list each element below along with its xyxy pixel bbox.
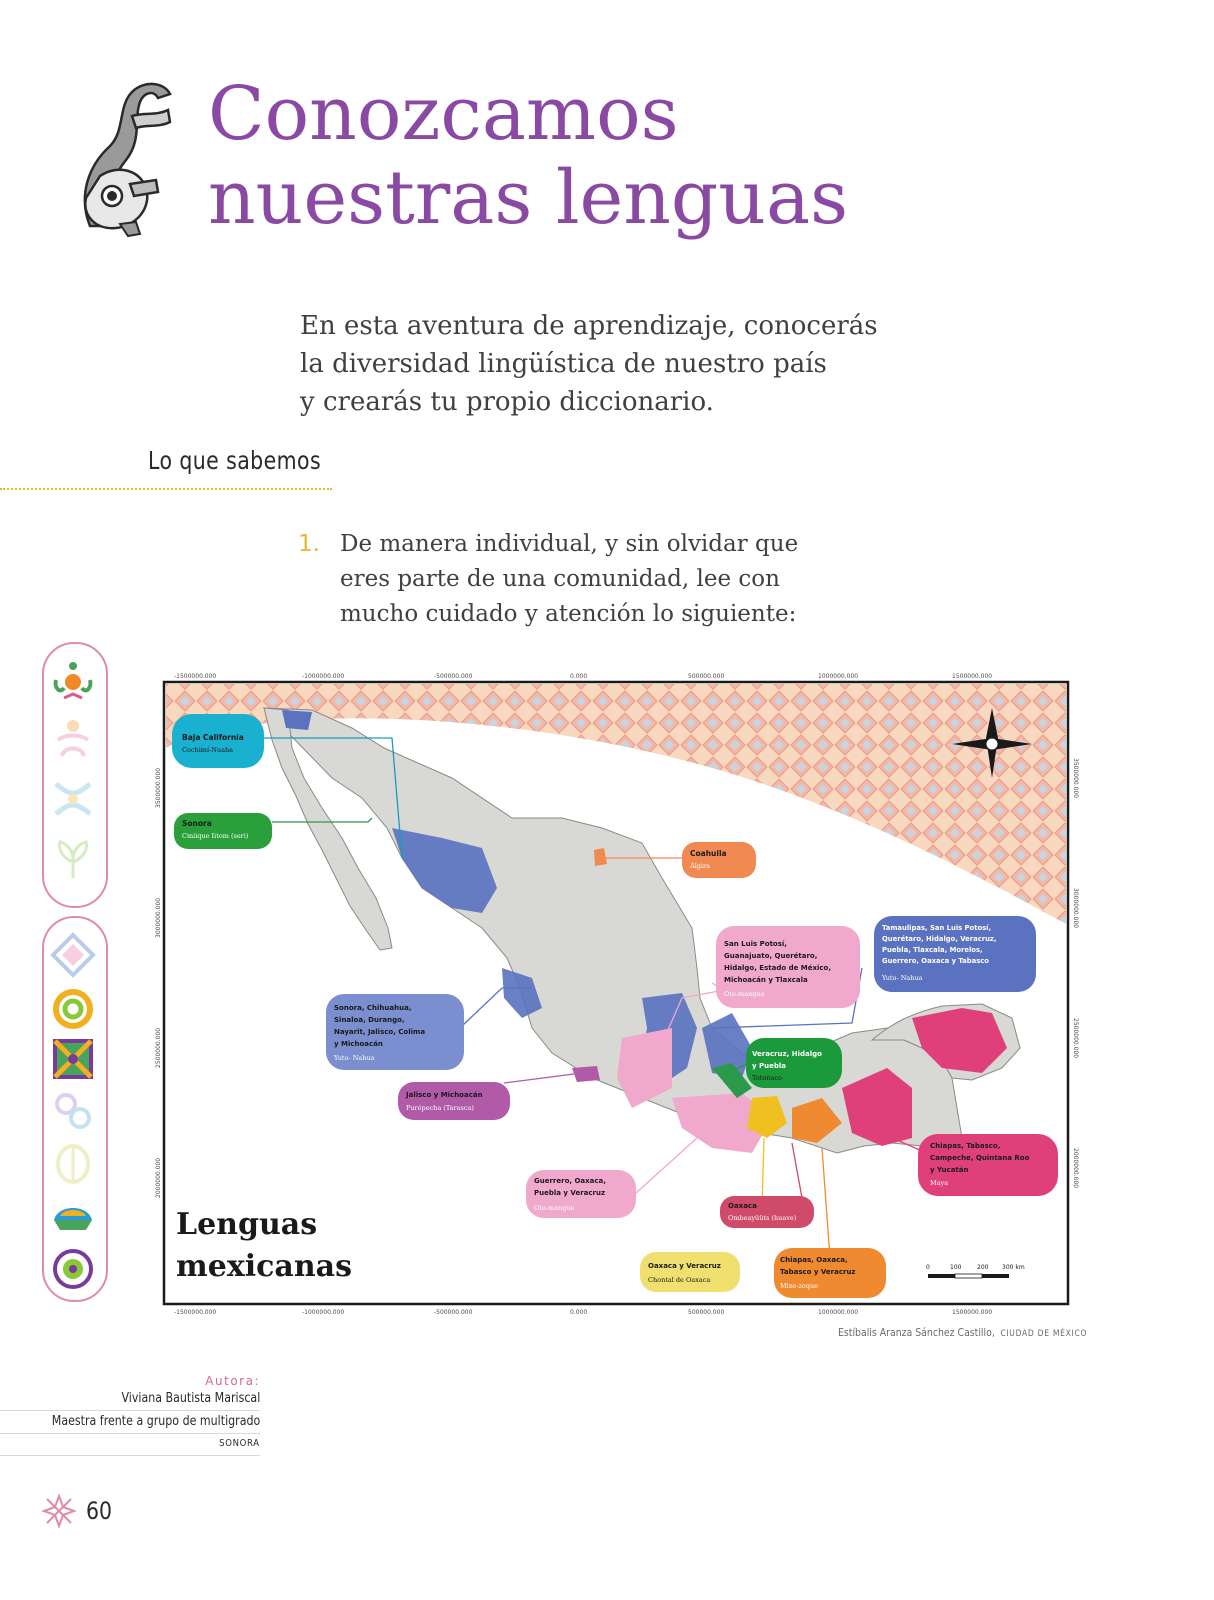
author-role-row	[0, 1411, 260, 1434]
coord-label: -1000000.000	[302, 673, 345, 680]
label-region: Chiapas, Oaxaca,	[780, 1256, 848, 1264]
language-map	[152, 668, 1078, 1320]
map-credit	[838, 1326, 1087, 1339]
label-region: Guerrero, Oaxaca y Tabasco	[882, 957, 989, 965]
figures-faded-icon[interactable]	[50, 776, 96, 822]
page-number: 60	[86, 1497, 112, 1525]
label-family: Mixe-zoque	[780, 1282, 818, 1290]
section-divider	[0, 488, 332, 490]
section-heading: Lo que sabemos	[148, 446, 322, 475]
coord-label: -1000000.000	[302, 1309, 345, 1316]
coord-label: 1500000.000	[952, 673, 993, 680]
label-coahuila	[682, 842, 756, 878]
label-family: Cochimí-Nuaha	[182, 746, 234, 754]
label-family: Yuto- Nahua	[334, 1054, 375, 1062]
author-role: Maestra frente a grupo de multigrado	[51, 1414, 260, 1429]
label-chontal	[640, 1252, 740, 1292]
question-line: mucho cuidado y atención lo siguiente:	[340, 601, 797, 627]
coord-label: 3500000.000	[155, 767, 162, 808]
label-region: Hidalgo, Estado de México,	[724, 964, 832, 972]
scale-label: 200	[977, 1264, 989, 1271]
label-region: San Luis Potosí,	[724, 940, 787, 948]
intro-line: y crearás tu propio diccionario.	[300, 387, 714, 417]
woven-square-icon[interactable]	[50, 1036, 96, 1082]
question-line: eres parte de una comunidad, lee con	[340, 566, 780, 592]
intro-line: la diversidad lingüística de nuestro país	[300, 349, 827, 379]
rings-faded-icon[interactable]	[50, 1088, 96, 1134]
credit-place: CIUDAD DE MÉXICO	[1000, 1329, 1088, 1339]
coord-label: 2000000.000	[1072, 1148, 1079, 1189]
author-state-row	[0, 1433, 260, 1456]
coord-label: 2500000.000	[1072, 1018, 1079, 1059]
coord-label: 0.000	[570, 673, 588, 680]
diamond-pattern-icon[interactable]	[50, 932, 96, 978]
coord-label: 2500000.000	[155, 1027, 162, 1068]
intro-line: En esta aventura de aprendizaje, conocerás	[300, 311, 878, 341]
label-region: Coahuila	[690, 849, 727, 858]
label-region: Querétaro, Hidalgo, Veracruz,	[882, 935, 997, 943]
coord-label: 1500000.000	[952, 1309, 993, 1316]
title-line-2: nuestras lenguas	[208, 155, 849, 241]
label-region: Nayarit, Jalisco, Colima	[334, 1028, 426, 1036]
label-region: Guerrero, Oaxaca,	[534, 1177, 606, 1185]
label-region: y Yucatán	[930, 1166, 969, 1174]
label-family: Ombeayüüts (huave)	[728, 1214, 797, 1222]
label-family: Cmiique Iitom (seri)	[182, 832, 249, 840]
question-number: 1.	[298, 531, 320, 557]
label-region: Tabasco y Veracruz	[780, 1268, 856, 1276]
creature-glyph-icon	[70, 76, 182, 238]
label-region: y Puebla	[752, 1062, 786, 1070]
coord-label: 0.000	[570, 1309, 588, 1316]
page-ornament-icon	[42, 1494, 76, 1528]
label-region: Jalisco y Michoacán	[406, 1091, 483, 1099]
label-region: Oaxaca	[728, 1202, 757, 1210]
label-family: Chontal de Oaxaca	[648, 1276, 711, 1284]
seed-faded-icon[interactable]	[50, 1140, 96, 1186]
label-region: Puebla y Veracruz	[534, 1189, 606, 1197]
label-family: Yuto- Nahua	[882, 974, 923, 982]
title-line-1: Conozcamos	[208, 71, 679, 157]
coord-label: 2000000.000	[155, 1157, 162, 1198]
coord-label: 3000000.000	[155, 897, 162, 938]
scale-label: 300 km	[1002, 1264, 1025, 1271]
label-region: Sinaloa, Durango,	[334, 1016, 405, 1024]
scale-label: 100	[950, 1264, 962, 1271]
label-region: Campeche, Quintana Roo	[930, 1154, 1030, 1162]
community-icon[interactable]	[50, 658, 96, 704]
coord-label: 1000000.000	[818, 673, 859, 680]
coord-label: -1500000.000	[174, 1309, 217, 1316]
credit-name: Estíbalis Aranza Sánchez Castillo,	[838, 1326, 995, 1339]
author-name-row	[0, 1388, 260, 1411]
map-title: mexicanas	[176, 1249, 352, 1284]
label-region: Baja California	[182, 733, 244, 742]
turtle-shell-icon[interactable]	[50, 1194, 96, 1240]
label-family: Oto-mangue	[724, 990, 765, 998]
label-family: Purépecha (Tarasca)	[406, 1104, 474, 1112]
coord-label: 3500000.000	[1072, 758, 1079, 799]
label-purepecha	[398, 1082, 510, 1120]
people-faded-icon[interactable]	[50, 716, 96, 762]
label-region: Tamaulipas, San Luis Potosí,	[882, 924, 992, 932]
coord-label: 1000000.000	[818, 1309, 859, 1316]
label-region: Sonora	[182, 819, 212, 828]
intro-paragraph	[300, 307, 980, 421]
map-title: Lenguas	[176, 1207, 318, 1242]
question-line: De manera individual, y sin olvidar que	[340, 531, 799, 557]
coord-label: 500000.000	[688, 1309, 725, 1316]
coord-label: 500000.000	[688, 673, 725, 680]
label-huave	[720, 1196, 814, 1228]
label-region: Puebla, Tlaxcala, Morelos,	[882, 946, 983, 954]
label-family: Maya	[930, 1179, 949, 1187]
label-region: Michoacán y Tlaxcala	[724, 976, 808, 984]
label-family: Totonaco	[752, 1074, 782, 1082]
plant-faded-icon[interactable]	[50, 836, 96, 882]
label-family: Álgira	[690, 862, 710, 870]
author-state: SONORA	[219, 1438, 260, 1449]
author-name: Viviana Bautista Mariscal	[121, 1391, 260, 1406]
page-title	[208, 72, 848, 240]
coord-label: -500000.000	[434, 673, 473, 680]
question-text	[340, 527, 860, 632]
region-purepecha	[572, 1066, 600, 1082]
coord-label: 3000000.000	[1072, 888, 1079, 929]
label-family: Oto-mangue	[534, 1204, 575, 1212]
label-region: Oaxaca y Veracruz	[648, 1262, 721, 1270]
label-region: y Michoacán	[334, 1040, 383, 1048]
label-region: Sonora, Chihuahua,	[334, 1004, 412, 1012]
label-region: Guanajuato, Querétaro,	[724, 952, 818, 960]
coord-label: -500000.000	[434, 1309, 473, 1316]
label-region: Veracruz, Hidalgo	[752, 1050, 822, 1058]
label-region: Chiapas, Tabasco,	[930, 1142, 1001, 1150]
author-label: Autora:	[205, 1374, 260, 1388]
spiral-icon[interactable]	[50, 986, 96, 1032]
sun-seal-icon[interactable]	[50, 1246, 96, 1292]
scale-label: 0	[926, 1264, 930, 1271]
coord-label: -1500000.000	[174, 673, 217, 680]
